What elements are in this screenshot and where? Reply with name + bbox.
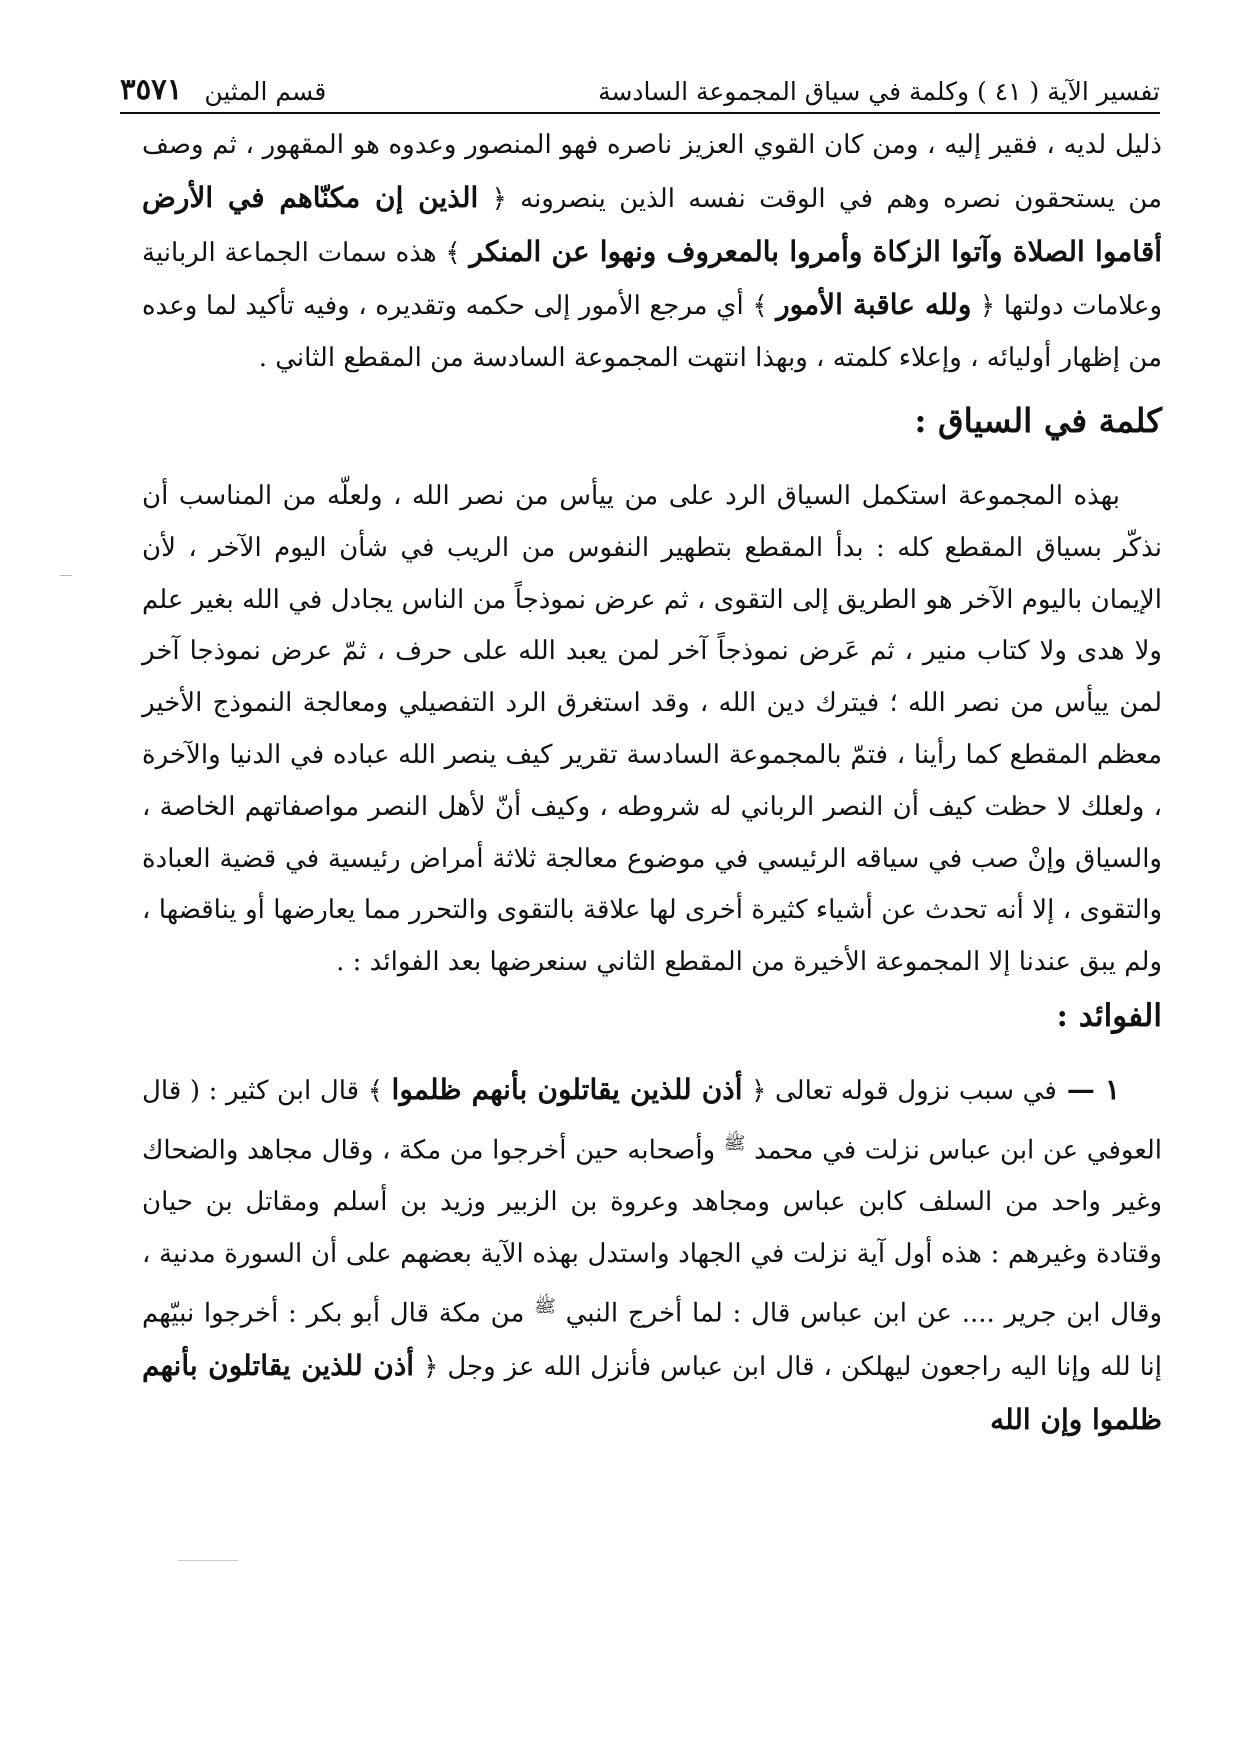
running-header xyxy=(120,68,1160,114)
text-run: هذه سمات الجماعة الربانية وعلامات دولتها xyxy=(142,237,1162,322)
salutation-glyph: ﷺ xyxy=(534,1295,556,1317)
quran-bracket-close: ﴾ xyxy=(752,291,768,322)
text-run: من مكة قال أبو بكر : أخرجوا نبيّهم إنا لله وإنا اليه راجعون ليهلكن ، قال ابن عباس فأنزل الله عز وجل xyxy=(142,1298,1162,1383)
quran-verse: أذن للذين يقاتلون بأنهم ظلموا xyxy=(391,1072,743,1106)
paragraph-3 xyxy=(142,1064,1162,1448)
salutation-glyph: ﷺ xyxy=(723,1132,746,1154)
header-right xyxy=(120,72,326,106)
text-run: أي مرجع الأمور إلى حكمه وتقديره ، وفيه تأكيد لما وعده من إظهار أوليائه ، وإعلاء كلمته ، وبهذا انتهت المجموعة السادسة من المقطع الثاني . xyxy=(142,291,1162,374)
header-title: تفسير الآية ( ٤١ ) وكلمة في سياق المجموعة السادسة xyxy=(598,77,1160,106)
page-number: ٣٥٧١ xyxy=(120,72,183,106)
body-text xyxy=(142,120,1162,1448)
section-heading-benefits: الفوائد : xyxy=(1056,997,1162,1034)
quran-bracket-close: ﴾ xyxy=(367,1075,383,1106)
section-heading-context: كلمة في السياق : xyxy=(914,400,1162,440)
quran-verse: أذن للذين يقاتلون بأنهم ظلموا وإن الله xyxy=(142,1349,1162,1437)
quran-bracket-open: ﴿ xyxy=(423,1352,439,1383)
header-section: قسم المثين xyxy=(204,77,327,106)
quran-bracket-close: ﴾ xyxy=(445,237,461,268)
quran-bracket-open: ﴿ xyxy=(491,183,507,214)
quran-verse: الذين إن مكنّاهم في الأرض أقاموا الصلاة وآتوا الزكاة وأمروا بالمعروف ونهوا عن المنكر xyxy=(142,180,1162,268)
text-run: وأصحابه حين أخرجوا من مكة ، وقال مجاهد والضحاك وغير واحد من السلف كابن عباس ومجاهد وعروة بن الزبير وزيد بن أسلم ومقاتل بن حيان وقتادة وغيرهم : هذه أول آية نزلت في الجهاد واستدل بهذه الآية بعضهم على أن السورة مدنية ، وقال ابن جرير .... عن ابن عباس قال : لما أخرج النبي xyxy=(142,1135,1163,1329)
quran-bracket-open: ﴿ xyxy=(751,1075,767,1106)
quran-verse: ولله عاقبة الأمور xyxy=(776,288,972,322)
margin-mark xyxy=(60,575,72,576)
paragraph-1 xyxy=(142,120,1162,385)
text-run: ذليل لديه ، فقير إليه ، ومن كان القوي العزيز ناصره فهو المنصور وعدوه هو المقهور ، ثم وصف من يستحقون نصره وهم في الوقت نفسه الذين ينصرونه xyxy=(142,130,1162,214)
item-number: ١ — xyxy=(1056,1072,1120,1106)
text-run: قال ابن كثير : ( قال العوفي عن ابن عباس نزلت في محمد xyxy=(142,1075,1163,1166)
text-run: في سبب نزول قوله تعالى xyxy=(766,1075,1057,1106)
paragraph-2: بهذه المجموعة استكمل السياق الرد على من ييأس من نصر الله ، ولعلّه من المناسب أن نذكّر بسياق المقطع كله : بدأ المقطع بتطهير النفوس من الريب في شأن اليوم الآخر ، لأن الإيمان باليوم الآخر هو الطريق إلى التقوى ، ثم عرض نموذجاً من الناس يجادل في الله بغير علم ولا هدى ولا كتاب منير ، ثم عَرض نموذجاً آخر لمن يعبد الله على حرف ، ثمّ عرض نموذجا آخر لمن ييأس من نصر الله ؛ فيترك دين الله ، وقد استغرق الرد التفصيلي ومعالجة النموذج الأخير معظم المقطع كما رأينا ، فتمّ بالمجموعة السادسة تقرير كيف ينصر الله عباده في الدنيا والآخرة ، ولعلك لا حظت كيف أن النصر الرباني له شروطه ، وكيف أنّ لأهل النصر مواصفاتهم الخاصة ، والسياق وإنْ صب في سياقه الرئيسي في موضوع معالجة ثلاثة أمراض رئيسية في قضية العبادة والتقوى ، إلا أنه تحدث عن أشياء كثيرة أخرى لها علاقة بالتقوى والتحرر مما يعارضها أو يناقضها ، ولم يبق عندنا إلا المجموعة الأخيرة من المقطع الثاني سنعرضها بعد الفوائد : . xyxy=(142,480,1162,978)
quran-bracket-open: ﴿ xyxy=(979,291,996,322)
footer-mark xyxy=(178,1560,238,1561)
